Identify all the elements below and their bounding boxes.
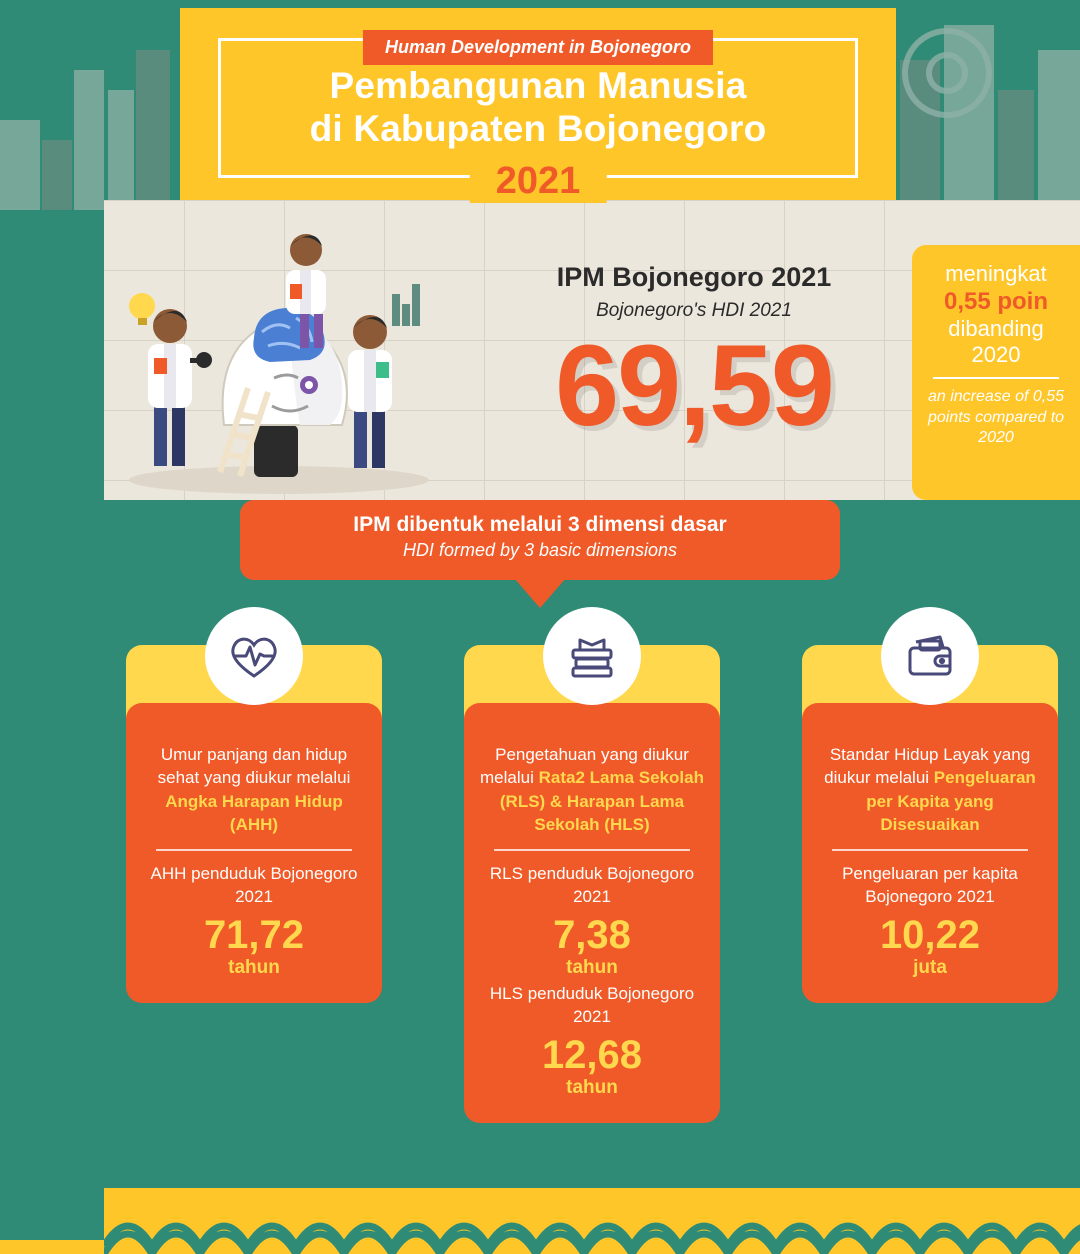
card-divider: [494, 849, 690, 851]
metric-unit-secondary: tahun: [566, 1076, 618, 1098]
scientists-illustration: [104, 210, 434, 500]
metric-value-secondary: 12,68: [541, 1032, 643, 1077]
metric-label: AHH penduduk Bojonegoro 2021: [150, 863, 358, 906]
card-description: [480, 743, 704, 837]
card-description: [142, 743, 366, 837]
callout-title: IPM dibentuk melalui 3 dimensi dasar: [353, 513, 727, 536]
hero-panel: [104, 200, 1080, 500]
metric-unit: juta: [913, 956, 947, 978]
metric-value: 7,38: [553, 912, 631, 957]
page-title-line1: Pembangunan Manusia: [329, 65, 747, 106]
increase-badge: [912, 245, 1080, 500]
card-desc-pre: Pengetahuan yang diukur melalui: [480, 745, 689, 788]
metric-unit: tahun: [566, 956, 618, 978]
card-divider: [156, 849, 352, 851]
badge-line1: meningkat: [945, 261, 1047, 286]
metric-value: 71,72: [203, 912, 305, 957]
card-desc-pre: Umur panjang dan hidup sehat yang diukur melalui: [157, 745, 351, 788]
card-divider: [832, 849, 1028, 851]
card-desc-highlight: Angka Harapan Hidup (AHH): [165, 791, 343, 835]
hdi-subtitle: Bojonegoro's HDI 2021: [596, 300, 792, 321]
card-body: [126, 703, 382, 1003]
badge-line2: 0,55 poin: [943, 288, 1049, 316]
hdi-value: 69,59: [555, 322, 833, 450]
card-body: [802, 703, 1058, 1003]
footer-wave-pattern: [104, 1188, 1080, 1254]
dimensions-callout: [240, 500, 840, 580]
title-year: 2021: [470, 160, 607, 203]
header-banner: [180, 8, 896, 200]
header-eyebrow: Human Development in Bojonegoro: [363, 30, 713, 65]
badge-divider: [933, 377, 1059, 379]
card-description: [818, 743, 1042, 837]
metric-label: RLS penduduk Bojonegoro 2021: [489, 863, 695, 906]
page-title: [180, 64, 896, 151]
heartbeat-icon: [205, 607, 303, 705]
metric-unit: tahun: [228, 956, 280, 978]
card-desc-highlight: Pengeluaran per Kapita yang Disesuaikan: [866, 768, 1036, 835]
metric-value: 10,22: [879, 912, 981, 957]
card-desc-pre: Standar Hidup Layak yang diukur melalui: [824, 745, 1031, 788]
badge-line4: 2020: [971, 341, 1021, 367]
metric-label-secondary: HLS penduduk Bojonegoro 2021: [489, 983, 695, 1026]
page-title-line2: di Kabupaten Bojonegoro: [309, 108, 767, 150]
wallet-icon: [881, 607, 979, 705]
hdi-title: IPM Bojonegoro 2021: [556, 262, 832, 292]
books-icon: [543, 607, 641, 705]
callout-subtitle: HDI formed by 3 basic dimensions: [402, 540, 678, 560]
badge-line3: dibanding: [948, 316, 1044, 342]
callout-tail: [514, 578, 566, 608]
badge-english: an increase of 0,55 points compared to 2020: [927, 387, 1065, 447]
dimension-cards: [104, 600, 1080, 1200]
card-desc-highlight: Rata2 Lama Sekolah (RLS) & Harapan Lama Sekolah (HLS): [499, 768, 704, 835]
card-body: [464, 703, 720, 1123]
metric-label: Pengeluaran per kapita Bojonegoro 2021: [842, 863, 1018, 906]
